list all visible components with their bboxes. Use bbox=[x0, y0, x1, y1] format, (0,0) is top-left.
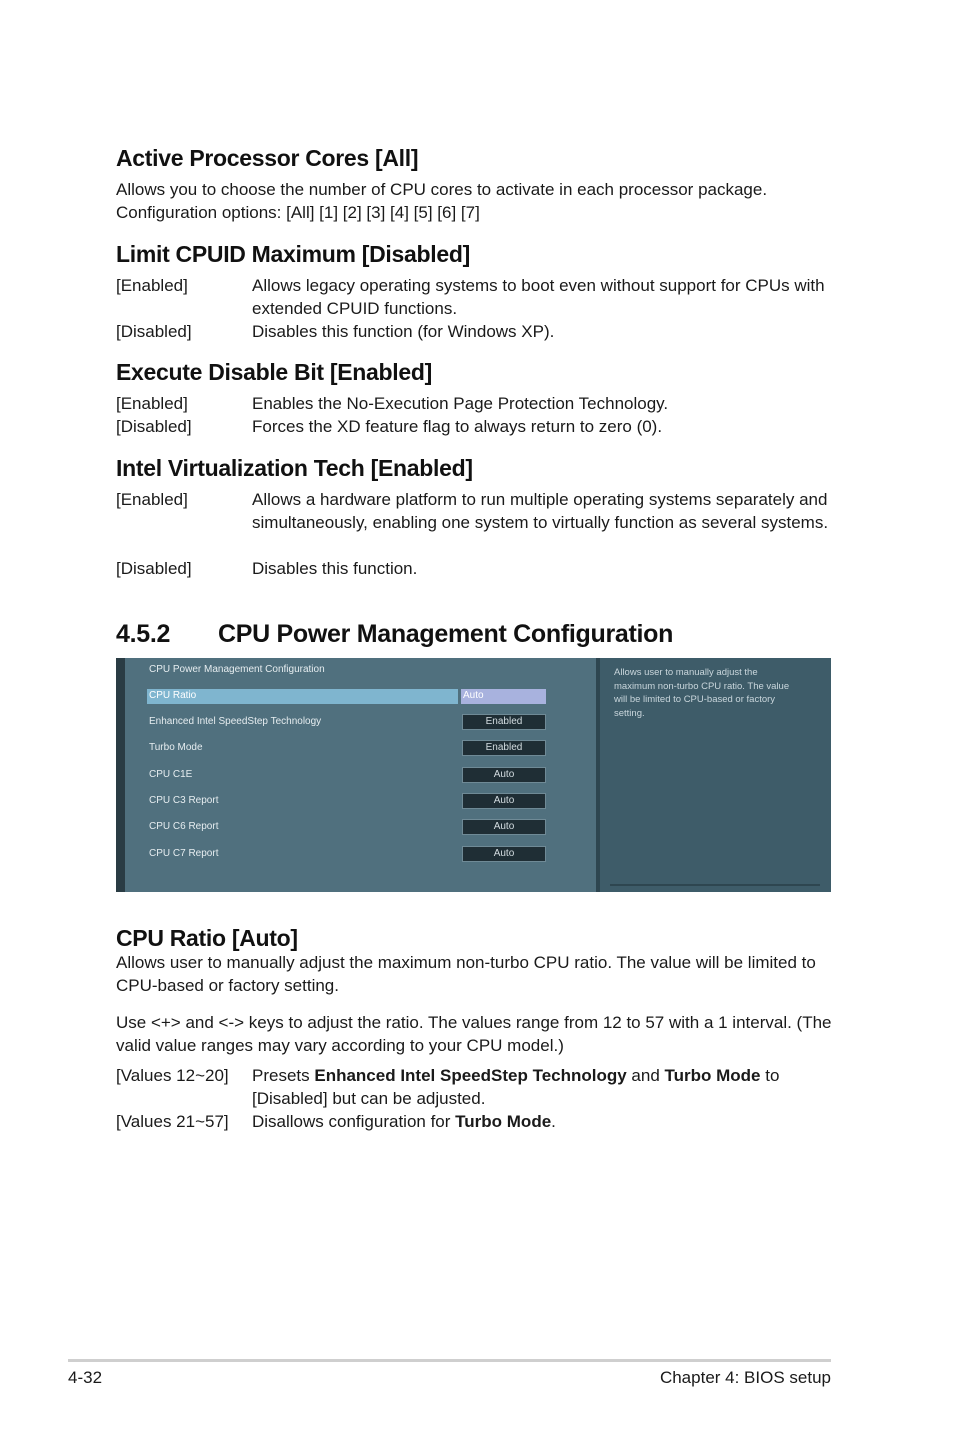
active-cores-description bbox=[116, 178, 836, 224]
option-label: [Values 21~57] bbox=[116, 1112, 229, 1131]
desc-text: Disallows configuration for bbox=[252, 1112, 456, 1131]
desc-text: and bbox=[626, 1066, 665, 1085]
footer-rule bbox=[68, 1359, 831, 1362]
bios-help-panel bbox=[600, 658, 831, 892]
heading-active-processor-cores: Active Processor Cores [All] bbox=[116, 145, 419, 171]
option-description: Disables this function (for Windows XP). bbox=[252, 322, 555, 341]
bios-value-cpu-c1e[interactable]: Auto bbox=[462, 767, 546, 783]
desc-bold-speedstep: Enhanced Intel SpeedStep Technology bbox=[314, 1066, 627, 1085]
option-description bbox=[252, 1064, 832, 1110]
cpu-ratio-paragraph-1: Allows user to manually adjust the maximum non-turbo CPU ratio. The value will be limited to CPU-based or factory setting. bbox=[116, 953, 816, 995]
desc-text: to [Disabled] but can be adjusted. bbox=[252, 1066, 780, 1108]
option-label: [Disabled] bbox=[116, 417, 192, 436]
footer-chapter-title: Chapter 4: BIOS setup bbox=[659, 1368, 831, 1387]
bios-help-text: Allows user to manually adjust the maximum non-turbo CPU ratio. The value will be limited to CPU-based or factory setting. bbox=[614, 667, 790, 719]
option-description: Allows legacy operating systems to boot even without support for CPUs with extended CPUID functions. bbox=[252, 276, 825, 318]
bios-left-edge bbox=[116, 658, 125, 892]
bios-menu-title: CPU Power Management Configuration bbox=[149, 664, 325, 675]
heading-execute-disable-bit: Execute Disable Bit [Enabled] bbox=[116, 359, 432, 385]
option-description bbox=[252, 1110, 832, 1133]
bios-value-speedstep[interactable]: Enabled bbox=[462, 714, 546, 730]
desc-text: . bbox=[551, 1112, 556, 1131]
bios-value-cpu-c7[interactable]: Auto bbox=[462, 846, 546, 862]
option-label: [Enabled] bbox=[116, 394, 188, 413]
option-description: Forces the XD feature flag to always return to zero (0). bbox=[252, 417, 663, 436]
bios-screenshot bbox=[116, 658, 831, 892]
bios-value-turbo-mode[interactable]: Enabled bbox=[462, 740, 546, 756]
bios-item-cpu-c6[interactable]: CPU C6 Report bbox=[149, 821, 219, 832]
desc-bold-turbo: Turbo Mode bbox=[664, 1066, 761, 1085]
active-cores-options: Configuration options: [All] [1] [2] [3] [4] [5] [6] [7] bbox=[116, 203, 480, 222]
section-number: 4.5.2 bbox=[116, 620, 171, 648]
bios-item-cpu-c7[interactable]: CPU C7 Report bbox=[149, 848, 219, 859]
heading-limit-cpuid: Limit CPUID Maximum [Disabled] bbox=[116, 241, 470, 267]
active-cores-line1: Allows you to choose the number of CPU cores to activate in each processor package. bbox=[116, 180, 768, 199]
bios-value-cpu-c6[interactable]: Auto bbox=[462, 819, 546, 835]
section-title-cpu-power-management bbox=[116, 620, 673, 649]
heading-intel-virtualization-tech: Intel Virtualization Tech [Enabled] bbox=[116, 455, 473, 481]
section-title-text: CPU Power Management Configuration bbox=[218, 620, 674, 648]
bios-item-cpu-c1e[interactable]: CPU C1E bbox=[149, 769, 193, 780]
option-label: [Disabled] bbox=[116, 559, 192, 578]
bios-item-value: Auto bbox=[463, 690, 484, 701]
bios-item-turbo-mode[interactable]: Turbo Mode bbox=[149, 742, 203, 753]
option-label: [Enabled] bbox=[116, 490, 188, 509]
heading-cpu-ratio: CPU Ratio [Auto] bbox=[116, 925, 298, 951]
option-description: Disables this function. bbox=[252, 559, 418, 578]
desc-text: Presets bbox=[252, 1066, 315, 1085]
bios-value-cpu-c3[interactable]: Auto bbox=[462, 793, 546, 809]
option-description: Allows a hardware platform to run multiple operating systems separately and simultaneously, enabling one system to virtually function as several systems. bbox=[252, 490, 829, 532]
option-description: Enables the No-Execution Page Protection Technology. bbox=[252, 394, 669, 413]
bios-help-divider bbox=[610, 884, 820, 886]
option-label: [Enabled] bbox=[116, 276, 188, 295]
cpu-ratio-paragraph-2: Use <+> and <-> keys to adjust the ratio. The values range from 12 to 57 with a 1 interval. (The valid value ranges may vary according to your CPU model.) bbox=[116, 1013, 832, 1055]
bios-item-label: CPU Ratio bbox=[149, 690, 197, 701]
bios-item-speedstep[interactable]: Enhanced Intel SpeedStep Technology bbox=[149, 716, 322, 727]
option-label: [Disabled] bbox=[116, 322, 192, 341]
footer-page-number: 4-32 bbox=[68, 1368, 103, 1387]
option-label: [Values 12~20] bbox=[116, 1066, 229, 1085]
desc-bold-turbo: Turbo Mode bbox=[455, 1112, 552, 1131]
bios-item-cpu-c3[interactable]: CPU C3 Report bbox=[149, 795, 219, 806]
